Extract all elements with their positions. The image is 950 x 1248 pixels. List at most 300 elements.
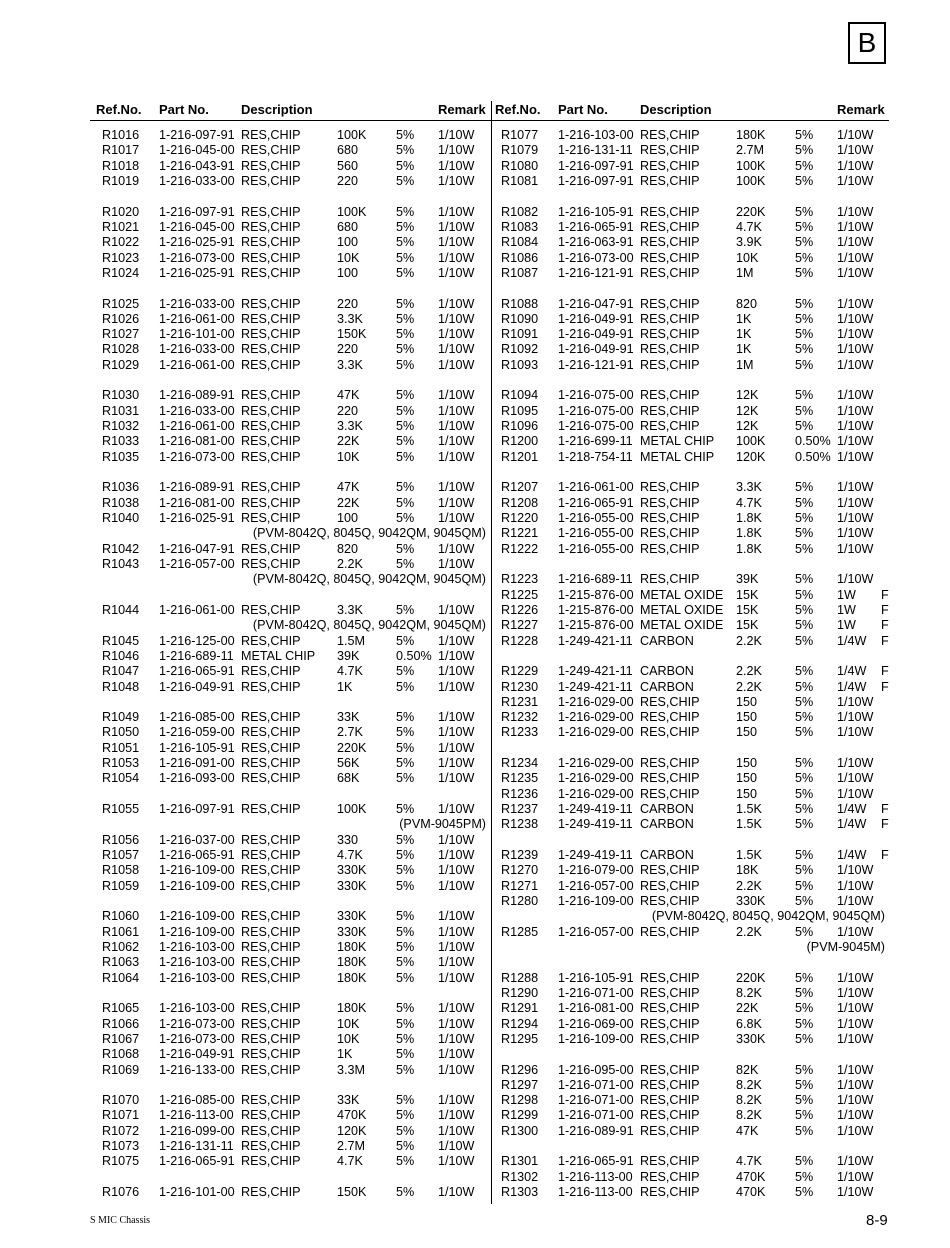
value: 2.2K — [337, 556, 363, 571]
value: 6.8K — [736, 1016, 762, 1031]
part-no: 1-216-101-00 — [159, 327, 235, 342]
tolerance: 5% — [396, 740, 415, 755]
table-row — [489, 1032, 889, 1047]
value: 1K — [736, 342, 752, 357]
table-row — [90, 925, 490, 940]
part-no: 1-216-065-91 — [159, 1154, 235, 1169]
table-row — [489, 266, 889, 281]
value: 3.3K — [337, 602, 363, 617]
table-row — [90, 1093, 490, 1108]
rating: 1/10W — [438, 511, 475, 525]
tolerance: 5% — [795, 526, 814, 541]
tolerance: 5% — [396, 250, 415, 265]
value: 47K — [736, 1123, 759, 1138]
value: 3.3K — [337, 419, 363, 434]
description: CARBON — [640, 664, 694, 679]
table-row — [90, 1017, 490, 1032]
tolerance: 5% — [396, 357, 415, 372]
rating: 1/10W — [837, 1031, 874, 1046]
value: 180K — [736, 128, 766, 142]
table-row — [90, 802, 490, 817]
ref-no: R1053 — [102, 756, 140, 771]
table-row — [90, 388, 490, 403]
ref-no: R1225 — [501, 587, 539, 602]
header-description: Description — [241, 102, 313, 117]
description: RES,CHIP — [640, 480, 700, 495]
description: RES,CHIP — [241, 219, 301, 234]
description: RES,CHIP — [241, 924, 301, 939]
part-no: 1-216-121-91 — [558, 357, 634, 372]
description: RES,CHIP — [640, 265, 700, 280]
tolerance: 5% — [795, 572, 814, 587]
remark-code: F — [881, 602, 889, 617]
value: 560 — [337, 158, 359, 173]
ref-no: R1077 — [501, 128, 539, 142]
tolerance: 5% — [396, 878, 415, 893]
description: RES,CHIP — [640, 1185, 700, 1200]
table-row — [489, 251, 889, 266]
ref-no: R1054 — [102, 771, 140, 786]
table-row — [489, 618, 889, 633]
tolerance: 5% — [396, 128, 415, 142]
table-row — [90, 220, 490, 235]
part-no: 1-249-421-11 — [558, 679, 633, 694]
value: 330 — [337, 832, 359, 847]
rating: 1/10W — [438, 1123, 475, 1138]
table-row — [90, 312, 490, 327]
ref-no: R1237 — [501, 802, 539, 817]
description: RES,CHIP — [241, 1108, 301, 1123]
table-row — [90, 511, 490, 526]
part-no: 1-216-061-00 — [159, 357, 235, 372]
description: RES,CHIP — [241, 970, 301, 985]
rating: 1/10W — [438, 848, 475, 863]
rating: 1W — [837, 602, 856, 617]
rating: 1/10W — [438, 725, 475, 740]
tolerance: 5% — [795, 756, 814, 771]
part-no: 1-216-131-11 — [159, 1139, 234, 1154]
table-row — [489, 1093, 889, 1108]
value: 150 — [736, 694, 758, 709]
tolerance: 5% — [396, 403, 415, 418]
tolerance: 5% — [795, 694, 814, 709]
table-row — [489, 235, 889, 250]
model-note: (PVM-9045M) — [806, 939, 885, 954]
ref-no: R1207 — [501, 480, 539, 495]
tolerance: 5% — [396, 970, 415, 985]
tolerance: 0.50% — [795, 449, 831, 464]
table-row — [489, 971, 889, 986]
remark-code: F — [881, 848, 889, 863]
table-row — [489, 312, 889, 327]
rating: 1/10W — [438, 419, 475, 434]
part-no: 1-216-097-91 — [159, 204, 235, 219]
description: RES,CHIP — [241, 250, 301, 265]
value: 33K — [337, 1093, 360, 1108]
part-no: 1-216-103-00 — [159, 939, 235, 954]
ref-no: R1020 — [102, 204, 140, 219]
table-row — [90, 251, 490, 266]
description: RES,CHIP — [640, 128, 700, 142]
table-row — [489, 205, 889, 220]
value: 330K — [736, 894, 766, 908]
part-no: 1-216-055-00 — [558, 526, 634, 541]
tolerance: 5% — [795, 1123, 814, 1138]
description: CARBON — [640, 802, 694, 817]
tolerance: 5% — [795, 602, 814, 617]
value: 1K — [337, 1047, 353, 1062]
description: RES,CHIP — [640, 250, 700, 265]
rating: 1/4W — [837, 679, 867, 694]
part-no: 1-216-085-00 — [159, 1093, 235, 1108]
table-row — [90, 771, 490, 786]
value: 680 — [337, 143, 359, 158]
rating: 1/10W — [438, 1031, 475, 1046]
description: RES,CHIP — [241, 725, 301, 740]
part-no: 1-216-105-91 — [558, 204, 634, 219]
part-no: 1-216-071-00 — [558, 1077, 634, 1092]
rating: 1/10W — [438, 128, 475, 142]
description: RES,CHIP — [241, 1185, 301, 1200]
description: RES,CHIP — [241, 434, 301, 449]
description: RES,CHIP — [640, 572, 700, 587]
part-no: 1-216-029-00 — [558, 786, 634, 801]
value: 100K — [736, 173, 766, 188]
rating: 1/10W — [438, 342, 475, 357]
ref-no: R1303 — [501, 1185, 539, 1200]
ref-no: R1299 — [501, 1108, 539, 1123]
rating: 1/10W — [438, 1001, 475, 1016]
value: 15K — [736, 602, 759, 617]
value: 4.7K — [736, 1154, 762, 1169]
ref-no: R1222 — [501, 541, 539, 556]
table-row — [90, 1185, 490, 1200]
value: 120K — [337, 1123, 367, 1138]
description: RES,CHIP — [640, 204, 700, 219]
rating: 1/10W — [837, 710, 874, 725]
ref-no: R1017 — [102, 143, 140, 158]
ref-no: R1025 — [102, 296, 140, 311]
value: 2.7M — [736, 143, 764, 158]
tolerance: 5% — [396, 1123, 415, 1138]
part-no: 1-216-109-00 — [159, 924, 235, 939]
description: RES,CHIP — [640, 327, 700, 342]
part-no: 1-216-061-00 — [159, 419, 235, 434]
ref-no: R1294 — [501, 1016, 539, 1031]
ref-no: R1031 — [102, 403, 140, 418]
part-no: 1-216-047-91 — [159, 541, 235, 556]
rating: 1/10W — [438, 939, 475, 954]
remark-code: F — [881, 679, 889, 694]
value: 2.2K — [736, 878, 762, 893]
part-no: 1-216-121-91 — [558, 265, 634, 280]
description: RES,CHIP — [241, 1093, 301, 1108]
value: 1M — [736, 265, 754, 280]
ref-no: R1288 — [501, 970, 539, 985]
rating: 1/10W — [837, 694, 874, 709]
ref-no: R1300 — [501, 1123, 539, 1138]
table-row — [90, 1124, 490, 1139]
table-row — [489, 1078, 889, 1093]
ref-no: R1043 — [102, 556, 140, 571]
rating: 1/10W — [837, 863, 874, 878]
table-row — [90, 664, 490, 679]
value: 1.8K — [736, 511, 762, 525]
table-row — [90, 634, 490, 649]
value: 1.5K — [736, 802, 762, 817]
part-no: 1-216-069-00 — [558, 1016, 634, 1031]
part-no: 1-216-097-91 — [558, 173, 634, 188]
description: RES,CHIP — [640, 1169, 700, 1184]
rating: 1/10W — [837, 786, 874, 801]
rating: 1/10W — [438, 1047, 475, 1062]
tolerance: 5% — [795, 1154, 814, 1169]
part-no: 1-216-109-00 — [159, 878, 235, 893]
description: RES,CHIP — [241, 235, 301, 250]
rating: 1/10W — [837, 878, 874, 893]
remark-code: F — [881, 817, 889, 832]
part-no: 1-216-103-00 — [159, 1001, 235, 1016]
tolerance: 5% — [795, 817, 814, 832]
value: 2.2K — [736, 633, 762, 648]
tolerance: 5% — [396, 664, 415, 679]
ref-no: R1042 — [102, 541, 140, 556]
rating: 1/10W — [438, 265, 475, 280]
description: RES,CHIP — [640, 710, 700, 725]
description: RES,CHIP — [241, 296, 301, 311]
ref-no: R1075 — [102, 1154, 140, 1169]
ref-no: R1083 — [501, 219, 539, 234]
tolerance: 5% — [795, 250, 814, 265]
value: 10K — [736, 250, 759, 265]
ref-no: R1096 — [501, 419, 539, 434]
table-row — [90, 174, 490, 189]
page-number: 8-9 — [866, 1212, 888, 1229]
table-row — [90, 358, 490, 373]
tolerance: 5% — [396, 480, 415, 495]
part-no: 1-216-085-00 — [159, 710, 235, 725]
ref-no: R1081 — [501, 173, 539, 188]
tolerance: 5% — [795, 419, 814, 434]
tolerance: 5% — [396, 924, 415, 939]
ref-no: R1016 — [102, 128, 140, 142]
value: 100K — [337, 128, 367, 142]
value: 220 — [337, 173, 359, 188]
rating: 1/10W — [438, 970, 475, 985]
tolerance: 5% — [396, 434, 415, 449]
ref-no: R1046 — [102, 648, 140, 663]
part-no: 1-249-419-11 — [558, 848, 633, 863]
table-row — [90, 756, 490, 771]
rating: 1/10W — [837, 158, 874, 173]
rating: 1/10W — [837, 434, 874, 449]
tolerance: 5% — [795, 786, 814, 801]
ref-no: R1072 — [102, 1123, 140, 1138]
ref-no: R1080 — [501, 158, 539, 173]
ref-no: R1036 — [102, 480, 140, 495]
description: RES,CHIP — [241, 1047, 301, 1062]
table-row — [489, 634, 889, 649]
rating: 1/10W — [837, 173, 874, 188]
description: RES,CHIP — [241, 128, 301, 142]
part-no: 1-215-876-00 — [558, 618, 634, 633]
ref-no: R1055 — [102, 802, 140, 817]
part-no: 1-216-043-91 — [159, 158, 235, 173]
description: METAL CHIP — [241, 648, 316, 663]
chassis-label: S MIC Chassis — [90, 1215, 151, 1226]
ref-no: R1063 — [102, 955, 140, 970]
description: RES,CHIP — [241, 802, 301, 817]
ref-no: R1226 — [501, 602, 539, 617]
description: RES,CHIP — [241, 204, 301, 219]
value: 220 — [337, 403, 359, 418]
table-row — [489, 756, 889, 771]
rating: 1/10W — [438, 219, 475, 234]
rating: 1/10W — [438, 204, 475, 219]
part-no: 1-216-073-00 — [558, 250, 634, 265]
remark-code: F — [881, 802, 889, 817]
part-no: 1-216-057-00 — [558, 924, 634, 939]
model-note: (PVM-8042Q, 8045Q, 9042QM, 9045QM) — [252, 572, 486, 587]
description: RES,CHIP — [241, 143, 301, 158]
description: METAL CHIP — [640, 434, 715, 449]
ref-no: R1271 — [501, 878, 539, 893]
ref-no: R1094 — [501, 388, 539, 403]
table-row — [90, 879, 490, 894]
ref-no: R1090 — [501, 311, 539, 326]
value: 3.3K — [337, 311, 363, 326]
description: RES,CHIP — [640, 357, 700, 372]
tolerance: 5% — [795, 1031, 814, 1046]
part-no: 1-216-081-00 — [558, 1001, 634, 1016]
value: 220K — [337, 740, 367, 755]
value: 12K — [736, 403, 759, 418]
tolerance: 5% — [396, 235, 415, 250]
description: RES,CHIP — [640, 924, 700, 939]
table-row — [489, 404, 889, 419]
rating: 1/10W — [837, 495, 874, 510]
table-row — [90, 1047, 490, 1062]
ref-no: R1069 — [102, 1062, 140, 1077]
value: 150 — [736, 786, 758, 801]
value: 8.2K — [736, 1108, 762, 1123]
ref-no: R1030 — [102, 388, 140, 403]
part-no: 1-216-097-91 — [159, 128, 235, 142]
ref-no: R1291 — [501, 1001, 539, 1016]
value: 3.9K — [736, 235, 762, 250]
value: 100K — [736, 158, 766, 173]
value: 56K — [337, 756, 360, 771]
value: 22K — [736, 1001, 759, 1016]
ref-no: R1070 — [102, 1093, 140, 1108]
ref-no: R1084 — [501, 235, 539, 250]
description: RES,CHIP — [241, 449, 301, 464]
value: 4.7K — [337, 664, 363, 679]
ref-no: R1298 — [501, 1093, 539, 1108]
tolerance: 5% — [396, 710, 415, 725]
description: METAL OXIDE — [640, 587, 724, 602]
rating: 1/4W — [837, 664, 867, 679]
description: RES,CHIP — [640, 756, 700, 771]
tolerance: 5% — [795, 924, 814, 939]
rating: 1/10W — [837, 985, 874, 1000]
rating: 1/10W — [438, 1108, 475, 1123]
description: RES,CHIP — [640, 1062, 700, 1077]
value: 10K — [337, 1031, 360, 1046]
ref-no: R1232 — [501, 710, 539, 725]
table-row — [90, 710, 490, 725]
rating: 1/10W — [438, 541, 475, 556]
part-no: 1-215-876-00 — [558, 587, 634, 602]
rating: 1/10W — [837, 572, 874, 587]
table-row — [489, 572, 889, 587]
tolerance: 5% — [795, 894, 814, 908]
table-row — [90, 450, 490, 465]
rating: 1/10W — [438, 296, 475, 311]
rating: 1/10W — [837, 511, 874, 525]
tolerance: 5% — [396, 296, 415, 311]
tolerance: 5% — [795, 204, 814, 219]
description: RES,CHIP — [241, 939, 301, 954]
description: RES,CHIP — [241, 832, 301, 847]
value: 4.7K — [736, 495, 762, 510]
rating: 1/10W — [438, 1093, 475, 1108]
part-no: 1-216-081-00 — [159, 434, 235, 449]
part-no: 1-216-113-00 — [558, 1169, 633, 1184]
tolerance: 5% — [396, 848, 415, 863]
ref-no: R1201 — [501, 449, 539, 464]
tolerance: 5% — [396, 802, 415, 817]
part-no: 1-216-125-00 — [159, 633, 235, 648]
table-row — [90, 327, 490, 342]
header-description-right: Description — [640, 102, 712, 117]
ref-no: R1231 — [501, 694, 539, 709]
part-no: 1-216-033-00 — [159, 173, 235, 188]
description: RES,CHIP — [241, 679, 301, 694]
rating: 1/10W — [438, 648, 475, 663]
ref-no: R1061 — [102, 924, 140, 939]
table-row — [489, 664, 889, 679]
table-row — [489, 1001, 889, 1016]
value: 8.2K — [736, 1093, 762, 1108]
part-no: 1-216-049-91 — [558, 342, 634, 357]
value: 1.5K — [736, 817, 762, 832]
tolerance: 5% — [396, 756, 415, 771]
ref-no: R1049 — [102, 710, 140, 725]
part-no: 1-216-037-00 — [159, 832, 235, 847]
tolerance: 5% — [795, 1169, 814, 1184]
ref-no: R1068 — [102, 1047, 140, 1062]
table-row — [489, 342, 889, 357]
value: 330K — [337, 924, 367, 939]
value: 150 — [736, 725, 758, 740]
value: 47K — [337, 388, 360, 403]
value: 470K — [736, 1185, 766, 1200]
ref-no: R1235 — [501, 771, 539, 786]
value: 22K — [337, 495, 360, 510]
value: 1K — [736, 311, 752, 326]
part-no: 1-216-029-00 — [558, 694, 634, 709]
ref-no: R1062 — [102, 939, 140, 954]
rating: 1/10W — [438, 602, 475, 617]
rating: 1/10W — [837, 725, 874, 740]
part-no: 1-216-055-00 — [558, 541, 634, 556]
value: 180K — [337, 955, 367, 970]
rating: 1/10W — [438, 143, 475, 158]
rating: 1/10W — [837, 1169, 874, 1184]
ref-no: R1239 — [501, 848, 539, 863]
tolerance: 5% — [795, 403, 814, 418]
